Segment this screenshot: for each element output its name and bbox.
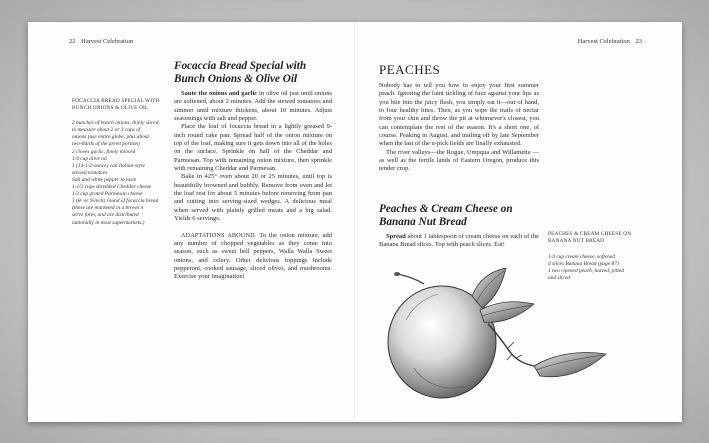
focaccia-ingredient-line: 1/3 cup grated Parmesan cheese xyxy=(72,191,143,198)
focaccia-ingredient-line: 1 (8- or 9-inch) round of focaccia bread xyxy=(72,198,159,205)
peaches-section-title: PEACHES xyxy=(379,62,441,77)
right-running-head xyxy=(578,38,642,45)
paragraph-text: Bake in 425° oven about 20 or 25 minutes, until top is beautifully browned and bubbly. Remove from oven and let the loaf rest for about 5 minutes before removing from pan and cutting into serving-sized wedges. A delicious meal when served with plainly grilled meats and a big salad. Yields 6 servings. xyxy=(174,173,332,223)
peach-ingredient-line: 1 two ripened peach, halved, pitted xyxy=(548,268,624,275)
focaccia-direction-paragraph xyxy=(174,123,332,173)
focaccia-directions xyxy=(174,90,332,282)
right-page-number: 23 xyxy=(635,38,642,45)
paragraph-text: Place the loaf of focaccia bread in a lightly greased 9-inch round cake pan. Spread half of the onion mixture on top of the loaf, making sure it gets down into all of the holes on the surface. Sprinkle on half of the Cheddar and Parmesan. Top with remaining onion mixture, then sprinkle with remaining Cheddar and Parmesan. xyxy=(174,123,332,173)
paragraph-text: in olive oil just until onions are softened, about 2 minutes. Add the stewed tomatoes and simmer until mixture thickens, about 10 minutes. Adjust seasonings with salt and pepper. xyxy=(174,90,333,123)
focaccia-ingredient-line: to measure about 2 or 3 cups of xyxy=(72,127,141,134)
focaccia-ingredient-line: onions (use entire globe, plus about xyxy=(72,134,150,141)
peaches-intro xyxy=(379,82,539,174)
gutter xyxy=(354,22,356,422)
focaccia-ingredients xyxy=(72,98,170,227)
focaccia-direction-paragraph xyxy=(174,232,332,282)
peaches-intro-paragraph: Nobody has to tell you how to enjoy your first summer peach. Ignoring the faint tickling of fuzz against your lips as you bite into the juicy flesh, you simply eat it—out of hand, to four healthy bites. Then, as you wipe the trails of nectar from your chin and throw the pit at whomever's closest, you can contemplate the rest of the season. It's a short one, of course. Peaking in August, and trailing off by late September when the last of the u-pick fields are finally exhausted. xyxy=(379,82,539,148)
focaccia-direction-paragraph xyxy=(174,90,332,123)
peach-branch-drawing xyxy=(384,268,612,402)
peach-recipe-instructions xyxy=(379,233,539,250)
paragraph-lead: ADAPTATIONS ABOUND. xyxy=(181,232,257,239)
paragraph-lead: Saute the onions and garlic xyxy=(181,90,258,97)
focaccia-ingredient-line: stewed tomatoes xyxy=(72,169,108,176)
left-page-number: 22 xyxy=(69,38,76,45)
focaccia-ingredients-list xyxy=(72,120,170,226)
focaccia-direction-paragraph xyxy=(174,173,332,223)
focaccia-ingredient-line: 2 bunches of bunch onions, thinly sliced, xyxy=(72,120,160,127)
peach-instruction-lead: Spread xyxy=(386,233,406,240)
focaccia-ingredient-line: 1 (14-1/2-ounce) can Italian-style xyxy=(72,162,145,169)
peach-ingredients-title: PEACHES & CREAM CHEESE ON BANANA NUT BREAD xyxy=(548,231,632,245)
peach-ingredient-line: 1/4 cup cream cheese, softened xyxy=(548,254,616,261)
peach-instruction-text: about 1 tablespoon of cream cheese on each of the Banana Bread slices. Top with peach slices. Eat! xyxy=(379,233,539,249)
left-running-head-text: Harvest Celebration xyxy=(81,38,134,45)
right-running-head-text: Harvest Celebration xyxy=(577,38,630,45)
peach-instruction xyxy=(379,233,539,250)
focaccia-ingredients-title: FOCACCIA BREAD SPECIAL WITH BUNCH ONIONS & OLIVE OIL xyxy=(72,98,160,112)
peach-ingredient-line: and sliced xyxy=(548,275,571,282)
focaccia-ingredient-line: nationally in most supermarkets.) xyxy=(72,219,145,226)
left-running-head xyxy=(69,38,133,45)
paragraph-text: To the onion mixture, add any number of chopped vegetables as they come into season, such as sweet bell peppers, Walla Walla Sweet onions, and celery. Other delicious toppings include pepperoni, cooked sausage, sliced olives, and mushrooms. Exercise your imagination! xyxy=(174,231,332,281)
book-spread xyxy=(28,22,682,422)
focaccia-ingredient-line: (these are marketed in a brown n xyxy=(72,205,144,212)
focaccia-ingredient-line: 2 cloves garlic, finely minced xyxy=(72,148,136,155)
focaccia-ingredient-line: 1-1/2 cups shredded Cheddar cheese xyxy=(72,184,152,191)
focaccia-ingredient-line: serve form, and are distributed xyxy=(72,212,139,219)
focaccia-ingredient-line: two-thirds of the green portion) xyxy=(72,141,140,148)
peaches-intro-paragraph: The river valleys—the Rogue, Umpqua and Willamette —as well as the fertile lands of Eastern Oregon, produce this tender crop. xyxy=(379,148,539,173)
peach-recipe-title: Peaches & Cream Cheese on Banana Nut Bread xyxy=(379,203,513,228)
focaccia-ingredient-line: Salt and white pepper to taste xyxy=(72,176,137,183)
peach-ingredient-line: 4 slices Banana Bread (page 87) xyxy=(548,261,619,268)
focaccia-recipe-title: Focaccia Bread Special with Bunch Onions & Olive Oil xyxy=(174,60,307,85)
focaccia-ingredient-line: 1/4 cup olive oil xyxy=(72,155,107,162)
